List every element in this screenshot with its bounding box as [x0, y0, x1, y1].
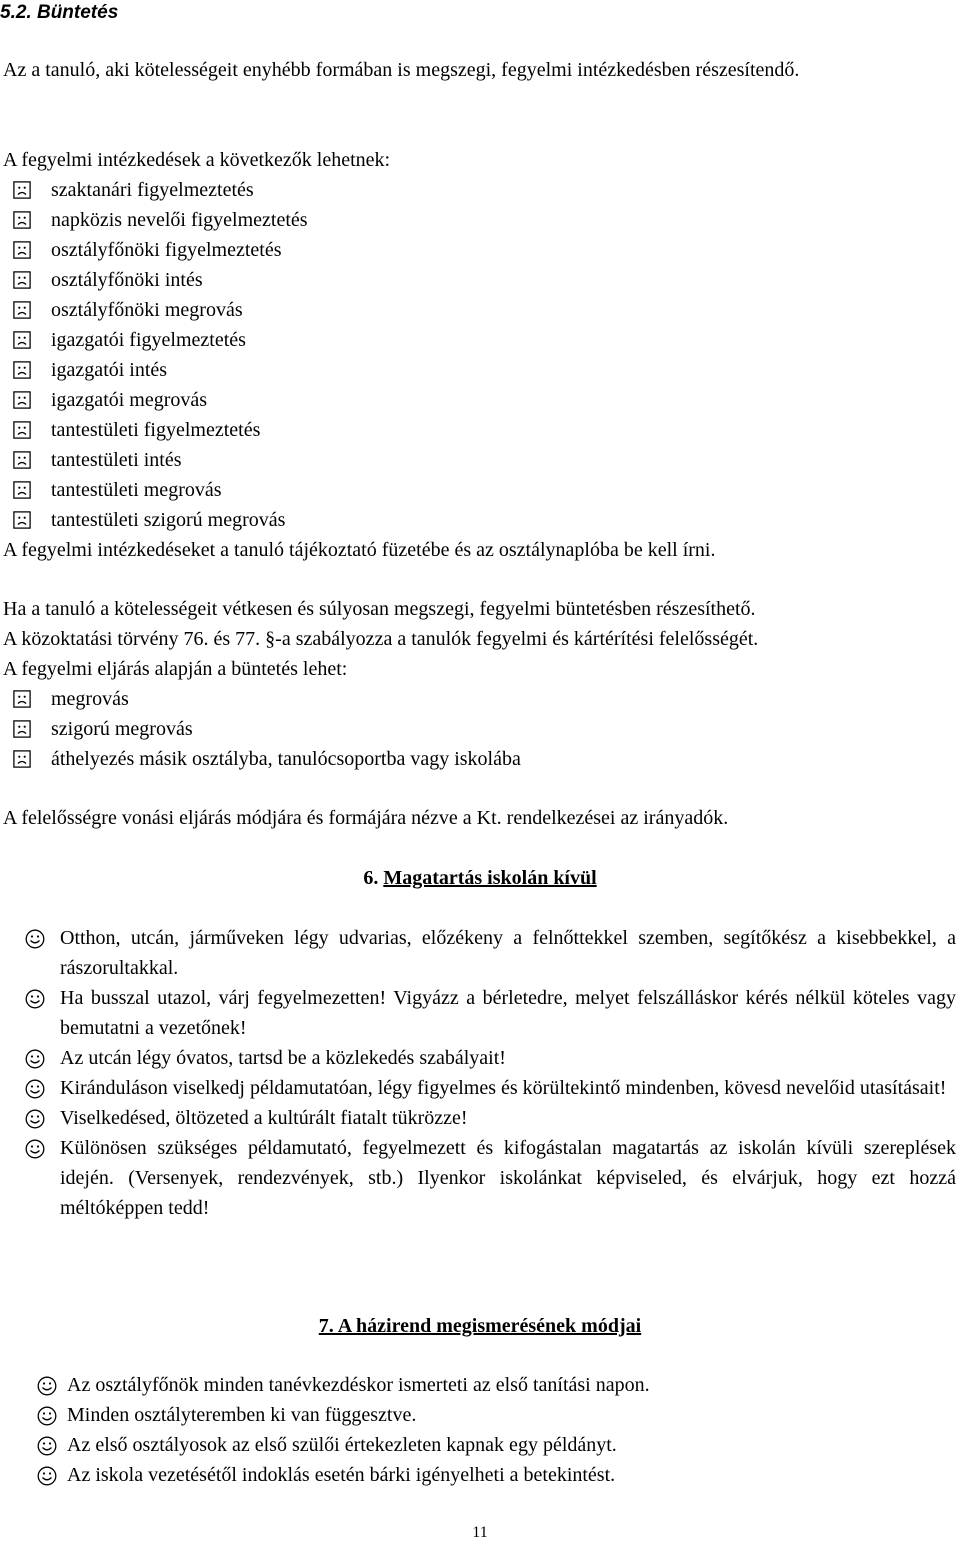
list-item: Az iskola vezetésétől indoklás esetén bárki igényelheti a betekintést. — [25, 1460, 956, 1490]
list-item: Az első osztályosok az első szülői értekezleten kapnak egy példányt. — [25, 1430, 956, 1460]
smile-face-icon — [37, 1466, 57, 1486]
smile-face-icon — [37, 1436, 57, 1456]
list-item: szigorú megrovás — [3, 714, 521, 744]
list-item: megrovás — [3, 684, 521, 714]
frown-face-icon — [13, 421, 31, 439]
list-item: Az osztályfőnök minden tanévkezdéskor ismerteti az első tanítási napon. — [25, 1370, 956, 1400]
list-item: szaktanári figyelmeztetés — [3, 175, 308, 205]
outside-behaviour-list — [25, 923, 956, 1223]
frown-face-icon — [13, 451, 31, 469]
record-note: A fegyelmi intézkedéseket a tanuló tájékoztató füzetébe és az osztálynaplóba be kell írni. — [3, 539, 716, 561]
serious-violation-text: Ha a tanuló a kötelességeit vétkesen és súlyosan megszegi, fegyelmi büntetésben részesíthető. — [3, 598, 756, 620]
list-item: osztályfőnöki intés — [3, 265, 308, 295]
list-item: Otthon, utcán, járműveken légy udvarias, előzékeny a felnőttekkel szemben, segítőkész a kisebbekkel, a rászorultakkal. — [25, 923, 956, 983]
list-item: Viselkedésed, öltözeted a kultúrált fiatalt tükrözze! — [25, 1103, 956, 1133]
list-item: napközis nevelői figyelmeztetés — [3, 205, 308, 235]
list-item: Minden osztályteremben ki van függesztve. — [25, 1400, 956, 1430]
frown-face-icon — [13, 331, 31, 349]
frown-face-icon — [13, 181, 31, 199]
frown-face-icon — [13, 690, 31, 708]
page-number: 11 — [472, 1524, 488, 1541]
smile-face-icon — [25, 929, 45, 949]
smile-face-icon — [25, 989, 45, 1009]
section-6-heading: 6. Magatartás iskolán kívül — [363, 867, 597, 889]
list-item: igazgatói intés — [3, 355, 308, 385]
smile-face-icon — [25, 1049, 45, 1069]
frown-face-icon — [13, 720, 31, 738]
list-item: tantestületi szigorú megrovás — [3, 505, 308, 535]
list-item: Ha busszal utazol, várj fegyelmezetten! Vigyázz a bérletedre, melyet felszálláskor kérés nélkül köteles vagy bemutatni a vezetőnek! — [25, 983, 956, 1043]
list-item: tantestületi intés — [3, 445, 308, 475]
frown-face-icon — [13, 301, 31, 319]
frown-face-icon — [13, 391, 31, 409]
measures-intro: A fegyelmi intézkedések a következők lehetnek: — [3, 149, 391, 171]
list-item: Kiránduláson viselkedj példamutatóan, légy figyelmes és körültekintő mindenben, kövesd nevelőid utasításait! — [25, 1073, 956, 1103]
list-item: igazgatói megrovás — [3, 385, 308, 415]
frown-face-icon — [13, 211, 31, 229]
law-reference-text: A közoktatási törvény 76. és 77. §-a szabályozza a tanulók fegyelmi és kártérítési felelősségét. — [3, 628, 759, 650]
measures-list — [3, 175, 308, 535]
penalties-intro: A fegyelmi eljárás alapján a büntetés lehet: — [3, 658, 348, 680]
procedure-note: A felelősségre vonási eljárás módjára és formájára nézve a Kt. rendelkezései az irányadók. — [3, 807, 729, 829]
list-item: osztályfőnöki figyelmeztetés — [3, 235, 308, 265]
section-7-heading: 7. A házirend megismerésének módjai — [318, 1315, 642, 1337]
smile-face-icon — [37, 1376, 57, 1396]
list-item: Különösen szükséges példamutató, fegyelmezett és kifogástalan magatartás az iskolán kívüli szereplések idején. (Versenyek, rendezvények, stb.) Ilyenkor iskolánkat képviseled, és elvárjuk, hogy ezt hozzá méltóképpen tedd! — [25, 1133, 956, 1223]
smile-face-icon — [25, 1079, 45, 1099]
frown-face-icon — [13, 481, 31, 499]
frown-face-icon — [13, 271, 31, 289]
frown-face-icon — [13, 241, 31, 259]
intro-paragraph: Az a tanuló, aki kötelességeit enyhébb formában is megszegi, fegyelmi intézkedésben részesítendő. — [3, 59, 800, 81]
smile-face-icon — [37, 1406, 57, 1426]
rules-access-list — [25, 1370, 956, 1490]
list-item: igazgatói figyelmeztetés — [3, 325, 308, 355]
list-item: tantestületi megrovás — [3, 475, 308, 505]
frown-face-icon — [13, 361, 31, 379]
list-item: Az utcán légy óvatos, tartsd be a közlekedés szabályait! — [25, 1043, 956, 1073]
list-item: tantestületi figyelmeztetés — [3, 415, 308, 445]
smile-face-icon — [25, 1139, 45, 1159]
frown-face-icon — [13, 511, 31, 529]
list-item: osztályfőnöki megrovás — [3, 295, 308, 325]
frown-face-icon — [13, 750, 31, 768]
list-item: áthelyezés másik osztályba, tanulócsoportba vagy iskolába — [3, 744, 521, 774]
smile-face-icon — [25, 1109, 45, 1129]
penalties-list — [3, 684, 521, 774]
section-5-2-heading: 5.2. Büntetés — [0, 2, 119, 23]
